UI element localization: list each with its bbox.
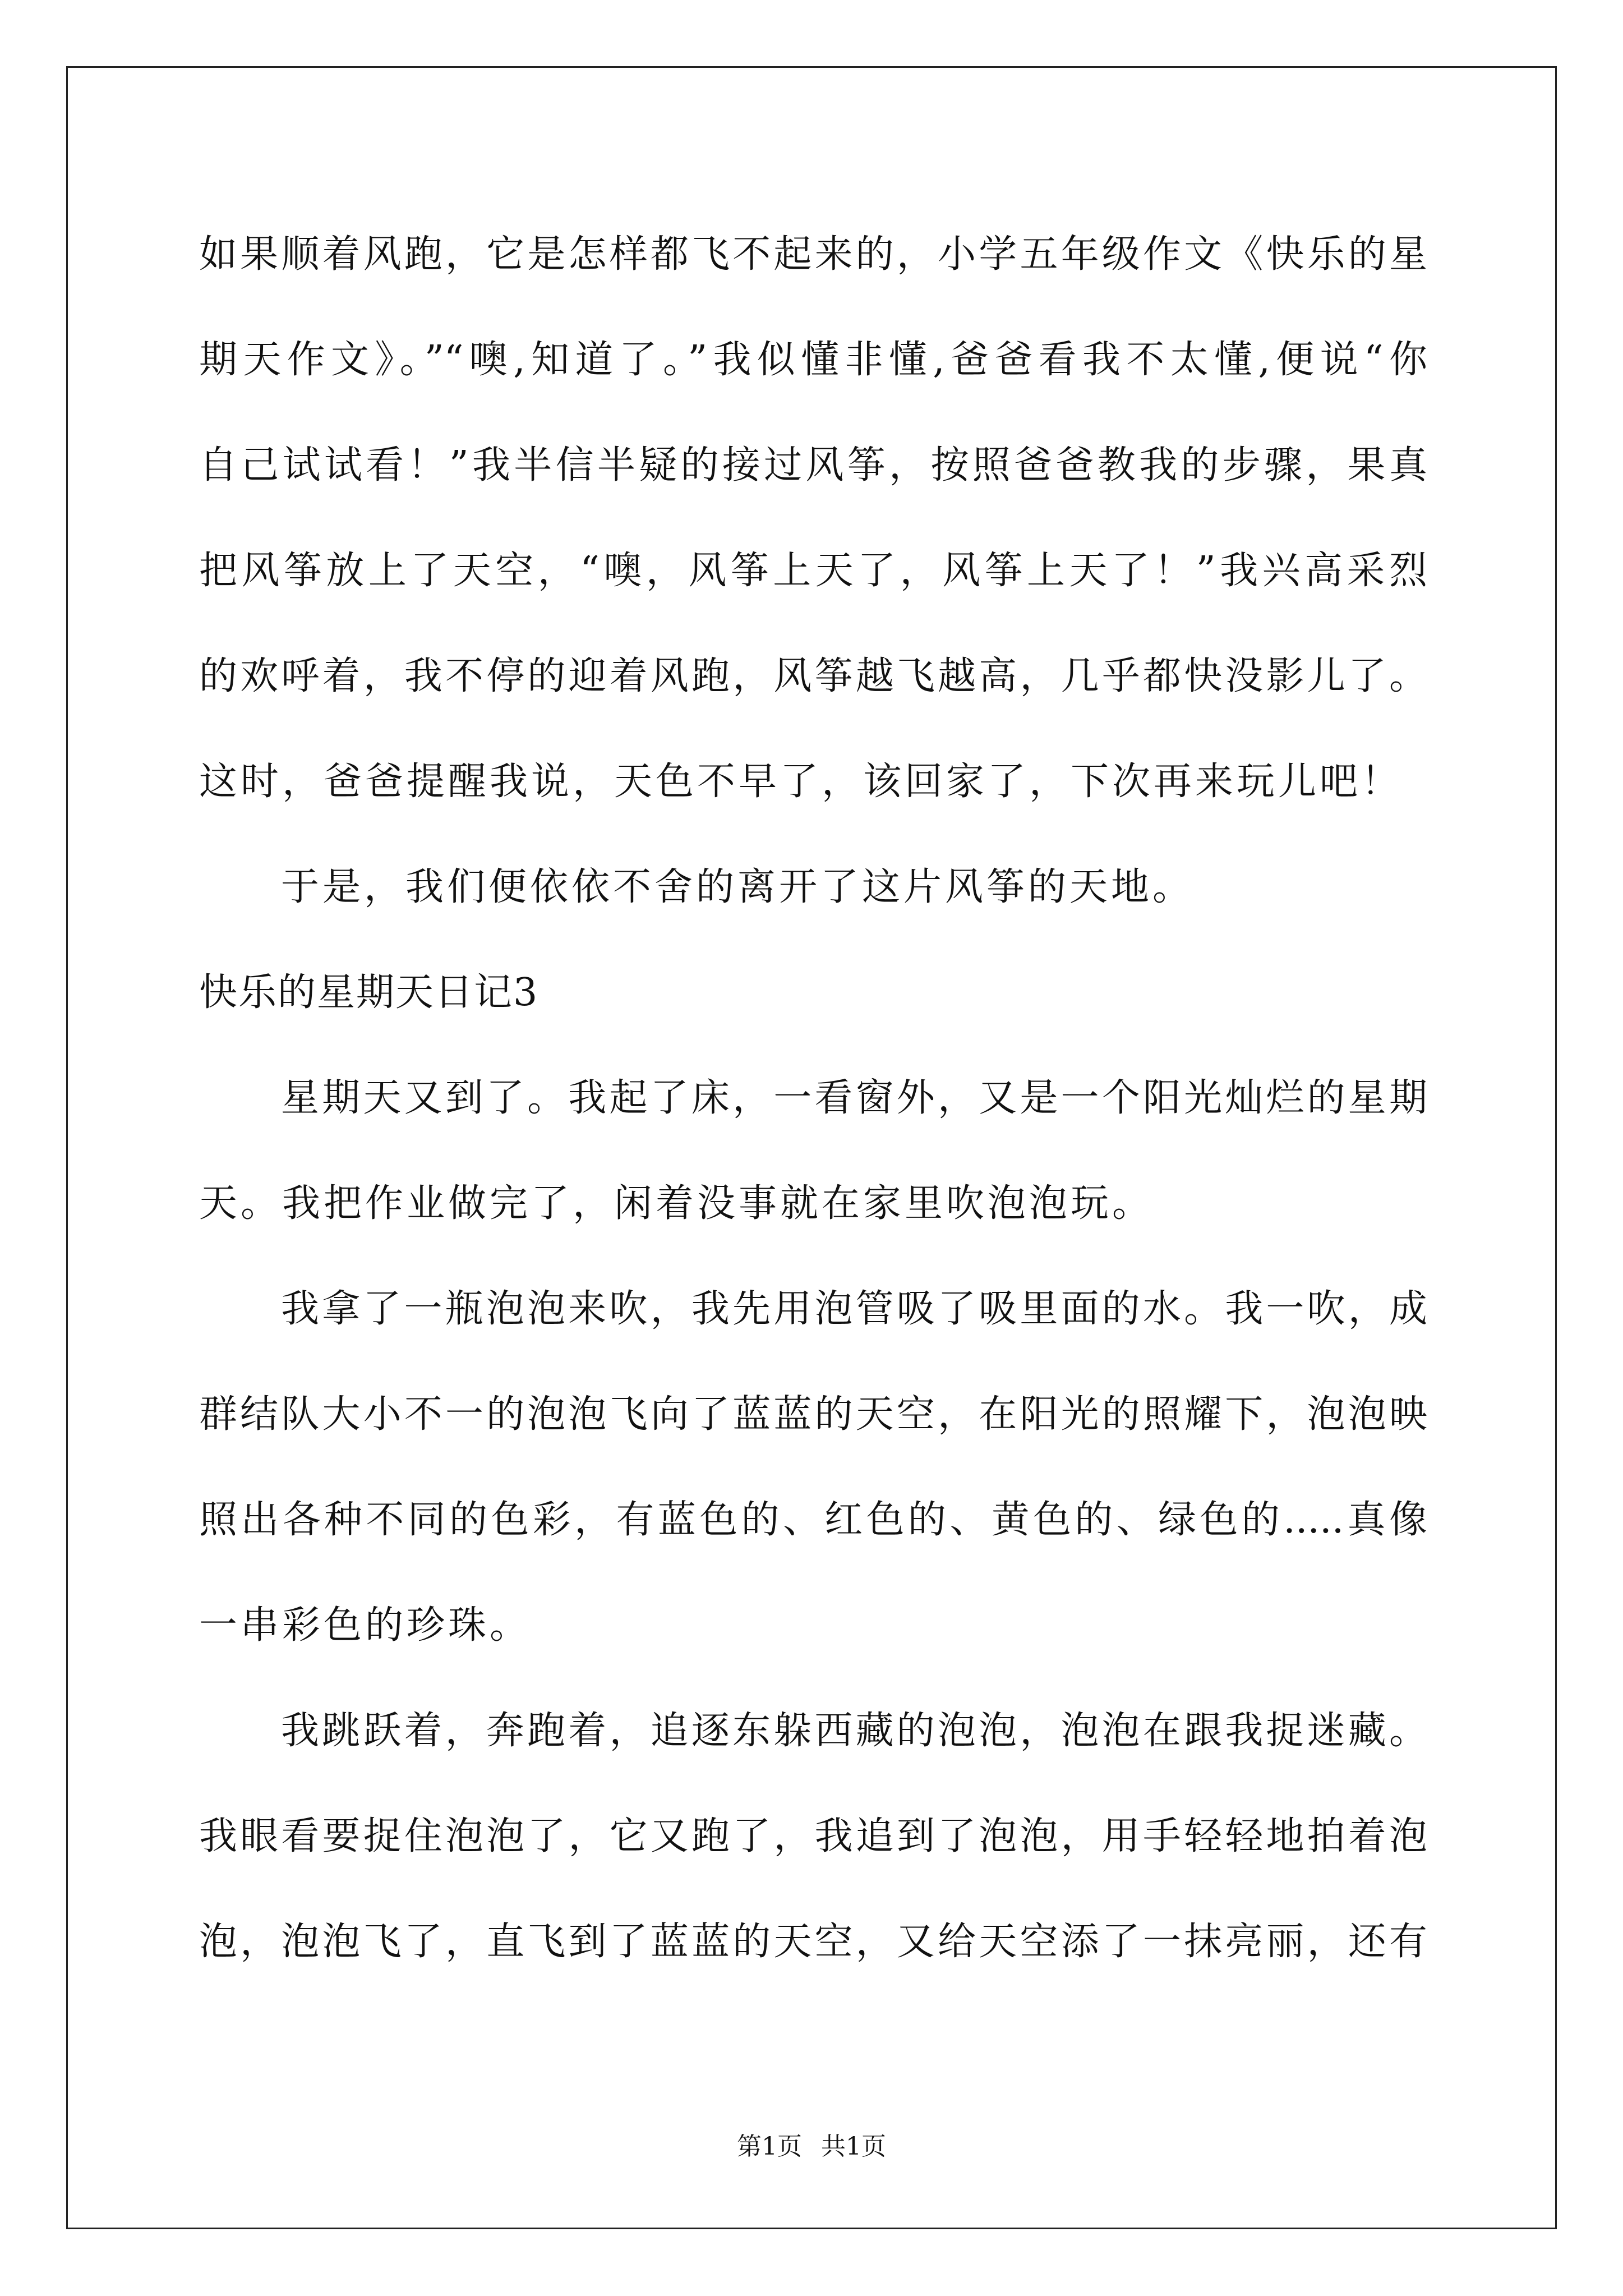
section-heading: 快乐的星期天日记3 [199, 970, 539, 1015]
page-footer [0, 2126, 1623, 2162]
text-line: 自己试试看！”我半信半疑的接过风筝，按照爸爸教我的步骤，果真 [199, 443, 1427, 487]
document-body [199, 202, 1427, 1995]
text-line: 把风筝放上了天空，“噢，风筝上天了，风筝上天了！”我兴高采烈 [199, 549, 1427, 593]
text-line: 一串彩色的珍珠。 [199, 1603, 532, 1648]
paragraph-line: 星期天又到了。我起了床，一看窗外，又是一个阳光灿烂的星期 [281, 1076, 1427, 1120]
text-line: 群结队大小不一的泡泡飞向了蓝蓝的天空，在阳光的照耀下，泡泡映 [199, 1392, 1427, 1437]
text-line: 期天作文》。”“噢,知道了。”我似懂非懂,爸爸看我不太懂,便说“你 [199, 338, 1427, 382]
paragraph-line: 于是，我们便依依不舍的离开了这片风筝的天地。 [281, 865, 1195, 909]
text-line: 这时，爸爸提醒我说，天色不早了，该回家了，下次再来玩儿吧！ [199, 760, 1403, 804]
text-line: 泡，泡泡飞了，直飞到了蓝蓝的天空，又给天空添了一抹亮丽，还有 [199, 1920, 1427, 1964]
paragraph-line: 我跳跃着，奔跑着，追逐东躲西藏的泡泡，泡泡在跟我捉迷藏。 [281, 1709, 1427, 1753]
text-line: 我眼看要捉住泡泡了，它又跑了，我追到了泡泡，用手轻轻地拍着泡 [199, 1814, 1427, 1858]
text-line: 照出各种不同的色彩，有蓝色的、红色的、黄色的、绿色的.....真像 [199, 1498, 1427, 1542]
text-line: 如果顺着风跑，它是怎样都飞不起来的，小学五年级作文《快乐的星 [199, 232, 1427, 277]
page-number: 第1页 [737, 2132, 802, 2161]
text-line: 的欢呼着，我不停的迎着风跑，风筝越飞越高，几乎都快没影儿了。 [199, 654, 1427, 698]
page-total: 共1页 [821, 2132, 886, 2161]
text-line: 天。我把作业做完了，闲着没事就在家里吹泡泡玩。 [199, 1181, 1154, 1226]
paragraph-line: 我拿了一瓶泡泡来吹，我先用泡管吸了吸里面的水。我一吹，成 [281, 1287, 1427, 1331]
